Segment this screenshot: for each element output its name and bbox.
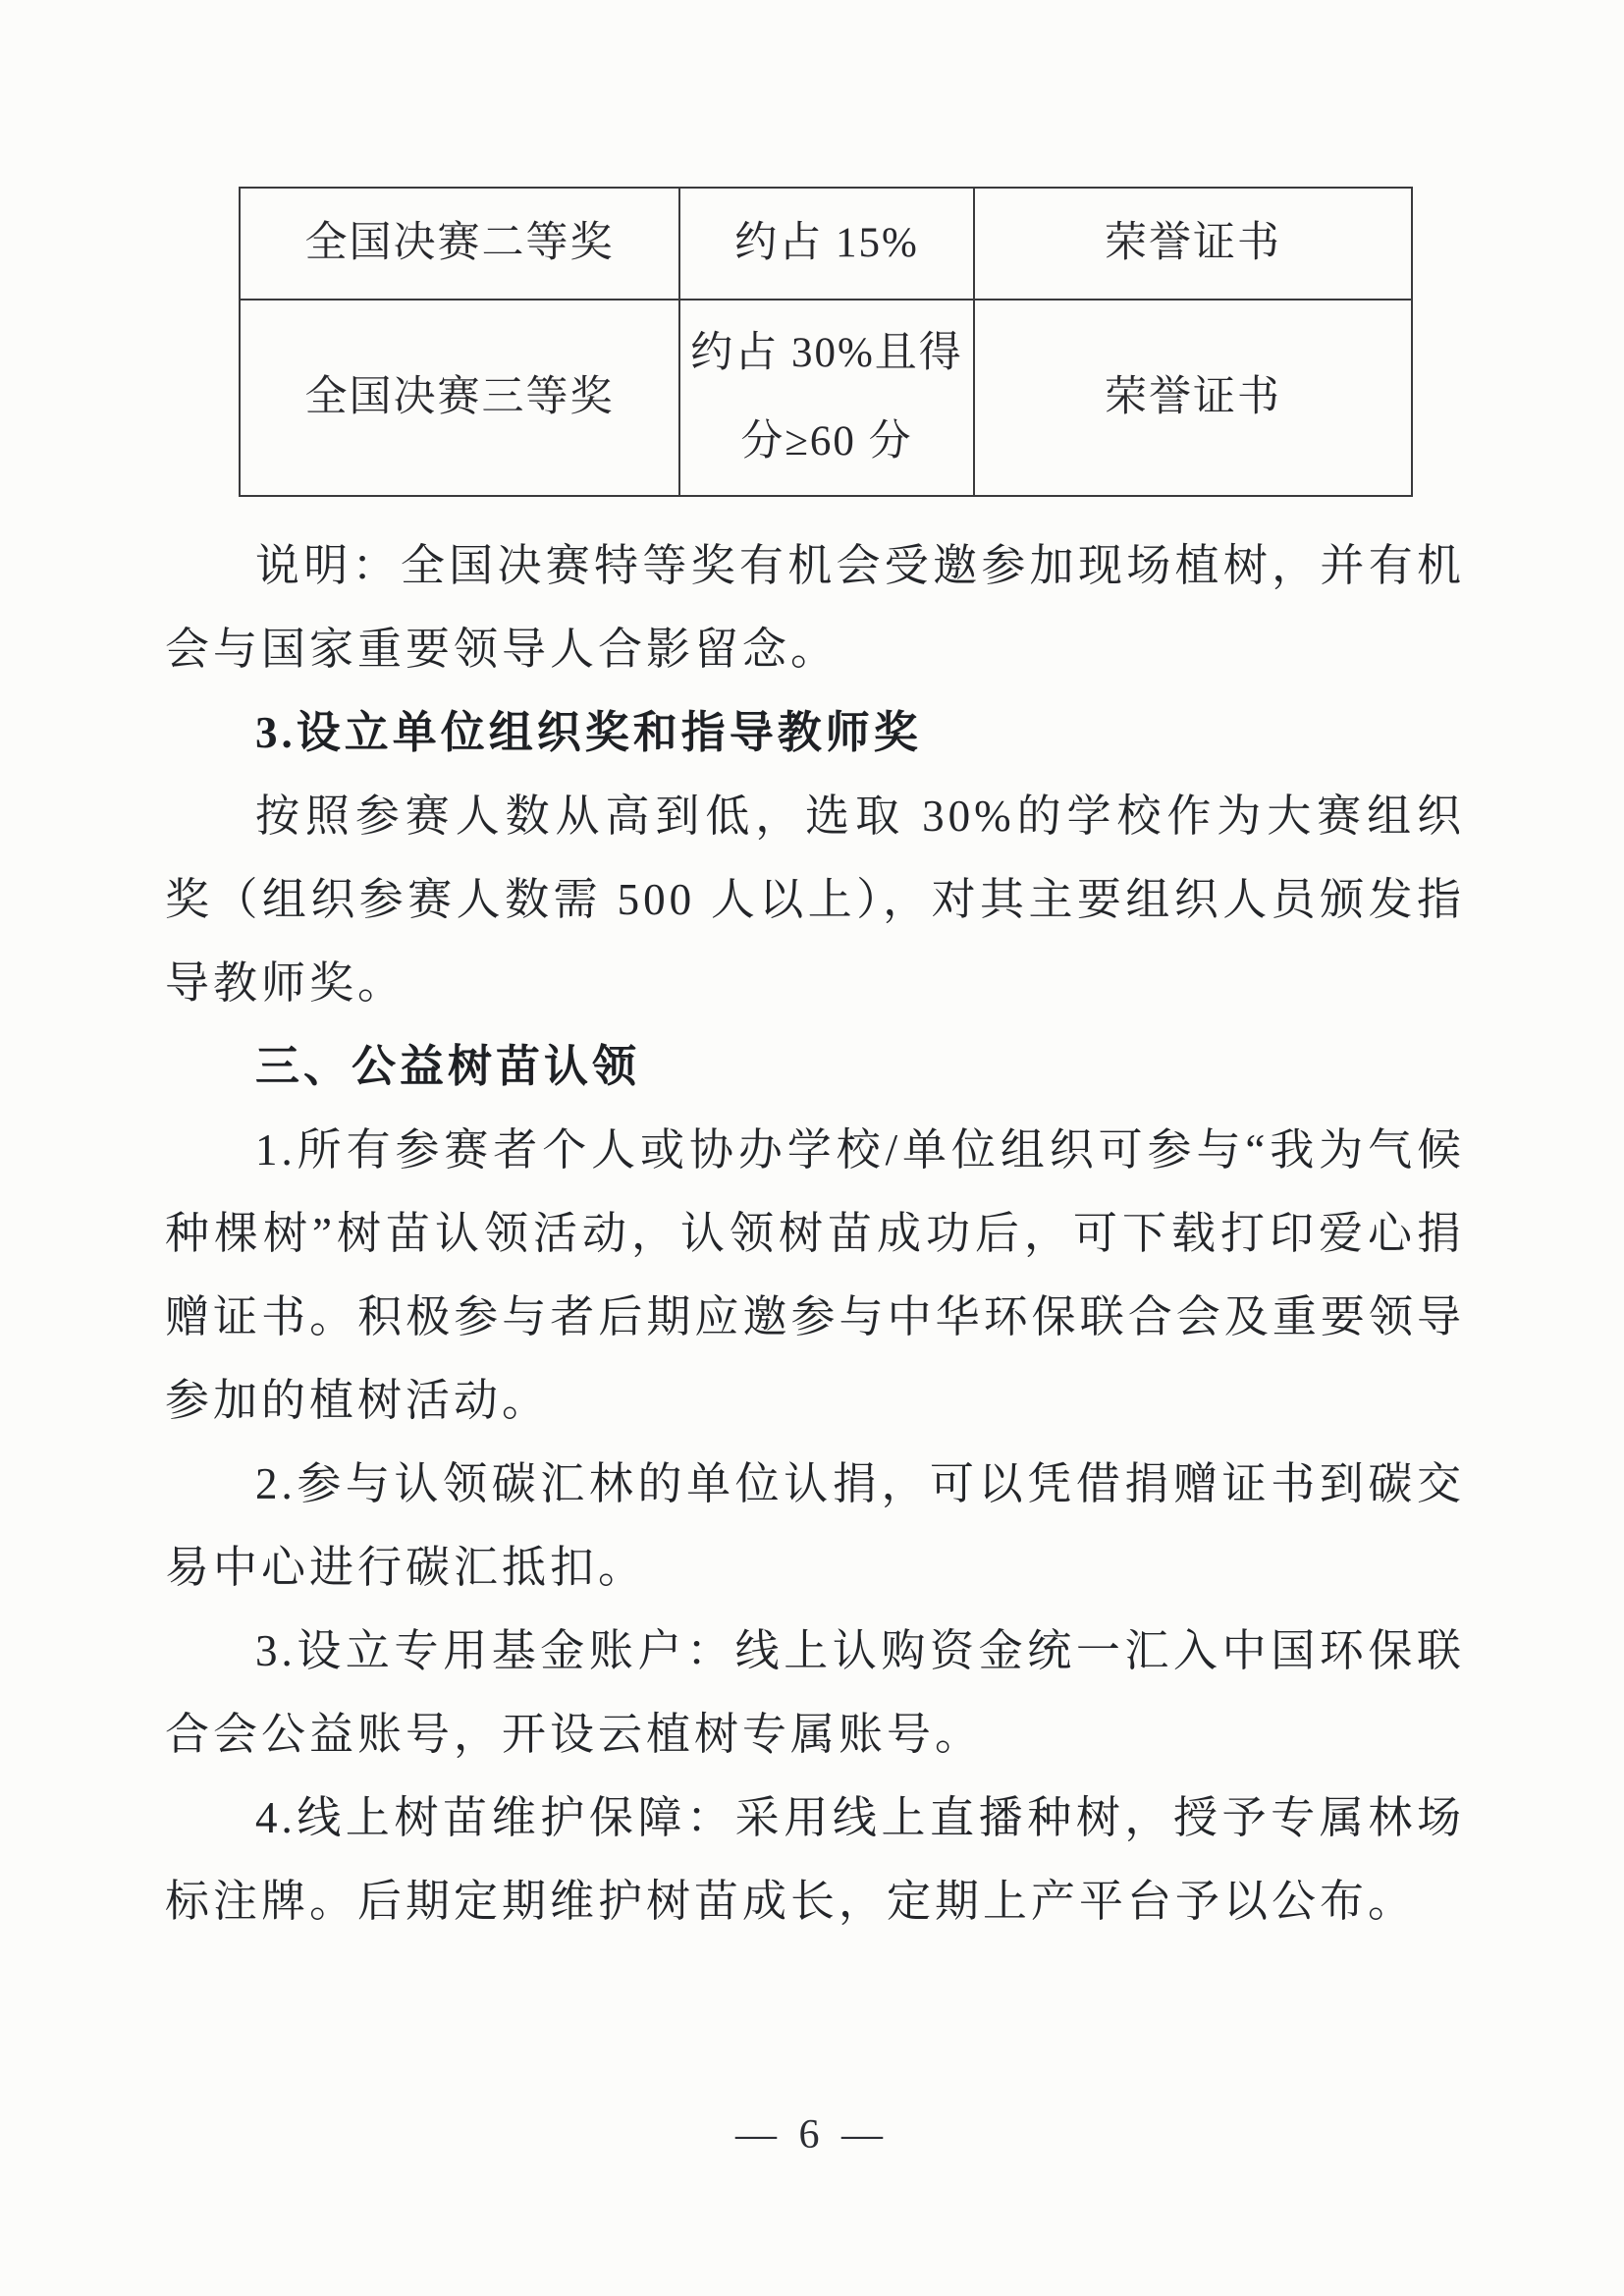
- table-row: [240, 300, 1412, 496]
- award-table: [239, 187, 1413, 497]
- paragraph-tree-adoption-2: 2.参与认领碳汇林的单位认捐，可以凭借捐赠证书到碳交易中心进行碳汇抵扣。: [165, 1459, 1465, 1592]
- heading-tree-adoption: 三、公益树苗认领: [255, 1042, 641, 1091]
- award-name-cell: 全国决赛二等奖: [240, 188, 679, 300]
- award-quota-cell: 约占 30%且得分≥60 分: [679, 300, 974, 496]
- paragraph-tree-adoption-1: 1.所有参赛者个人或协办学校/单位组织可参与“我为气候种棵树”树苗认领活动，认领树苗成功后，可下载打印爱心捐赠证书。积极参与者后期应邀参与中华环保联合会及重要领导参加的植树活动。: [165, 1125, 1465, 1425]
- note-paragraph: 说明：全国决赛特等奖有机会受邀参加现场植树，并有机会与国家重要领导人合影留念。: [165, 541, 1465, 674]
- document-body: [165, 524, 1465, 1943]
- award-prize-cell: 荣誉证书: [974, 300, 1412, 496]
- award-prize-cell: 荣誉证书: [974, 188, 1412, 300]
- award-name-cell: 全国决赛三等奖: [240, 300, 679, 496]
- paragraph-organization-award: 按照参赛人数从高到低，选取 30%的学校作为大赛组织奖（组织参赛人数需 500 人以上），对其主要组织人员颁发指导教师奖。: [165, 792, 1465, 1008]
- page-number: — 6 —: [735, 2112, 889, 2158]
- heading-organization-award: 3.设立单位组织奖和指导教师奖: [255, 708, 922, 757]
- paragraph-tree-adoption-3: 3.设立专用基金账户：线上认购资金统一汇入中国环保联合会公益账号，开设云植树专属账号。: [165, 1626, 1465, 1759]
- table-row: [240, 188, 1412, 300]
- paragraph-tree-adoption-4: 4.线上树苗维护保障：采用线上直播种树，授予专属林场标注牌。后期定期维护树苗成长，定期上产平台予以公布。: [165, 1793, 1465, 1926]
- award-quota-cell: 约占 15%: [679, 188, 974, 300]
